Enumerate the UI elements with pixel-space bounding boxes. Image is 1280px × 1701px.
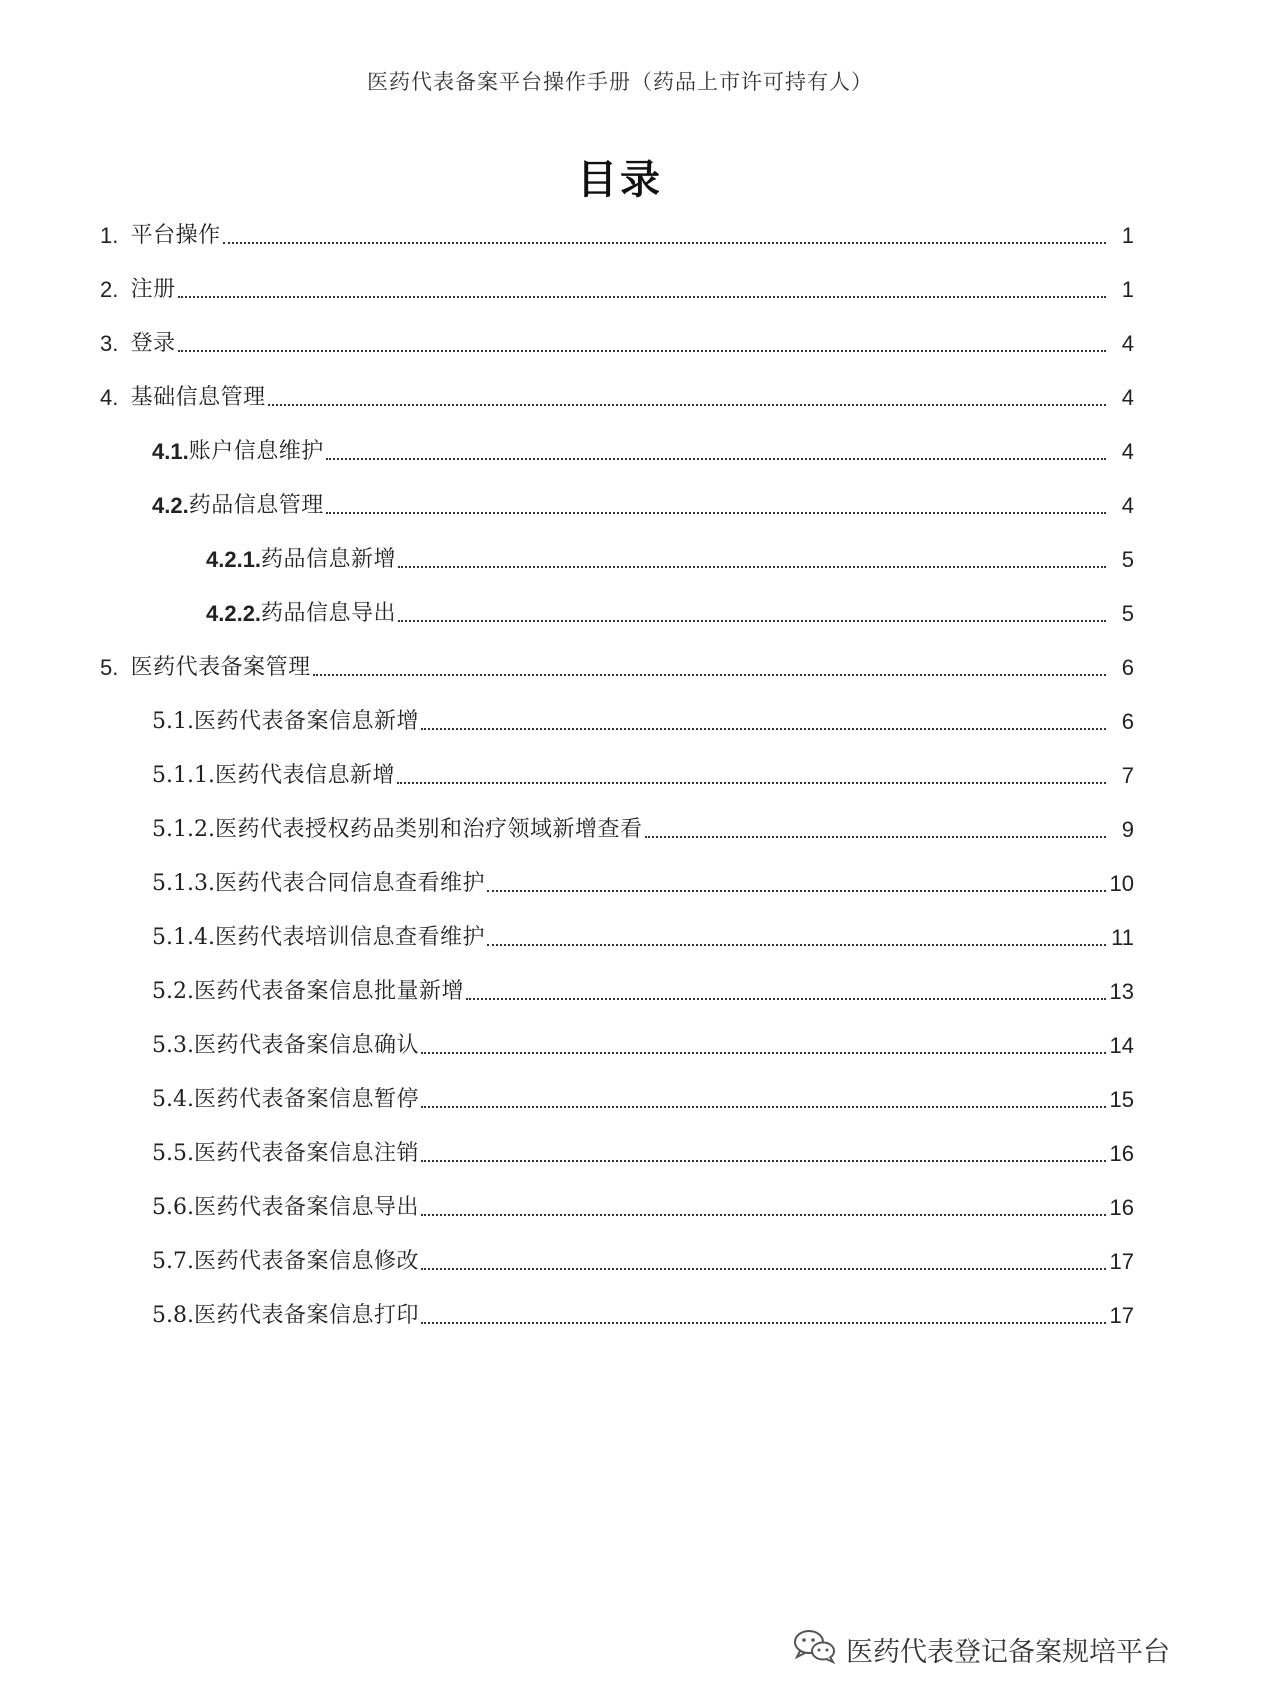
toc-leader [421,1268,1106,1270]
toc-entry[interactable] [152,866,1134,898]
toc-entry[interactable] [152,974,1134,1006]
toc-entry[interactable] [152,1028,1134,1060]
toc-text: 药品信息新增 [261,547,397,572]
toc-entry[interactable] [152,704,1134,736]
toc-page: 1 [1121,223,1134,248]
toc-page: 4 [1121,331,1134,356]
toc-entry[interactable] [152,758,1134,790]
footer-text: 医药代表登记备案规培平台 [846,1637,1170,1668]
toc-leader [487,890,1106,892]
toc-number: 3. [100,331,131,356]
toc-number: 5.3. [152,1033,194,1058]
toc-page: 17 [1109,1249,1134,1274]
toc-text: 医药代表备案信息注销 [193,1141,419,1166]
toc-text: 医药代表合同信息查看维护 [214,871,485,896]
toc-page: 1 [1121,277,1134,302]
toc-entry[interactable] [152,812,1134,844]
toc-entry[interactable] [100,650,1134,682]
toc-leader [268,404,1106,406]
toc-leader [645,836,1107,838]
toc-entry[interactable] [206,596,1134,628]
toc-page: 11 [1111,925,1134,950]
toc-page: 16 [1109,1141,1134,1166]
toc-page: 17 [1109,1303,1134,1328]
toc-number: 5.5. [152,1141,194,1166]
toc-page: 4 [1121,439,1134,464]
toc-text: 平台操作 [130,223,221,248]
toc-entry[interactable] [206,542,1134,574]
toc-entry[interactable] [100,380,1134,412]
toc-number: 5.6. [152,1195,194,1220]
toc-text: 基础信息管理 [130,385,266,410]
document-header: 医药代表备案平台操作手册（药品上市许可持有人） [367,70,873,94]
toc-leader [421,728,1106,730]
toc-text: 医药代表备案信息确认 [193,1033,419,1058]
toc-leader [326,512,1106,514]
toc-page: 5 [1121,547,1134,572]
toc-entry[interactable] [152,1190,1134,1222]
toc-entry[interactable] [152,1298,1134,1330]
toc-text: 医药代表备案信息导出 [193,1195,419,1220]
toc-text: 医药代表授权药品类别和治疗领域新增查看 [214,817,643,842]
footer-watermark [792,1626,1170,1673]
toc-text: 医药代表培训信息查看维护 [214,925,485,950]
toc-number: 5.2. [152,979,194,1004]
toc-text: 医药代表备案信息修改 [193,1249,419,1274]
toc-page: 10 [1109,871,1134,896]
toc-page: 16 [1109,1195,1134,1220]
toc-leader [421,1214,1106,1216]
toc-number: 4.2. [152,493,189,518]
toc-number: 5.8. [152,1303,194,1328]
toc-leader [398,620,1106,622]
toc-text: 登录 [130,331,176,356]
toc-number: 2. [100,277,131,302]
toc-page: 6 [1121,709,1134,734]
toc-leader [178,296,1106,298]
wechat-icon [792,1626,846,1673]
toc-number: 5.1.4. [152,925,215,950]
toc-number: 4.2.2. [206,601,262,626]
toc-leader [313,674,1106,676]
toc-number: 5.7. [152,1249,194,1274]
toc-page: 15 [1109,1087,1134,1112]
toc-text: 医药代表备案信息打印 [193,1303,419,1328]
toc-leader [466,998,1106,1000]
toc-page: 4 [1121,493,1134,518]
toc-text: 医药代表备案信息新增 [193,709,419,734]
toc-text: 医药代表备案管理 [130,655,311,680]
toc-text: 药品信息管理 [188,493,324,518]
toc-number: 4.2.1. [206,547,262,572]
toc-page: 5 [1121,601,1134,626]
toc-leader [421,1160,1106,1162]
toc-page: 13 [1109,979,1134,1004]
toc-entry[interactable] [152,434,1134,466]
toc-leader [326,458,1106,460]
toc-number: 5.1. [152,709,194,734]
toc-page: 6 [1121,655,1134,680]
toc-entry[interactable] [152,920,1134,952]
toc-number: 5.4. [152,1087,194,1112]
toc-number: 5. [100,655,131,680]
page-title: 目录 [577,157,663,203]
toc-leader [398,566,1106,568]
toc-page: 7 [1121,763,1134,788]
toc-leader [178,350,1106,352]
toc-number: 4. [100,385,131,410]
toc-entry[interactable] [152,1136,1134,1168]
toc-entry[interactable] [100,272,1134,304]
toc-entry[interactable] [152,488,1134,520]
toc-leader [487,944,1106,946]
toc-leader [421,1322,1106,1324]
toc-leader [397,782,1106,784]
toc-number: 4.1. [152,439,189,464]
toc-number: 5.1.3. [152,871,215,896]
toc-number: 5.1.2. [152,817,215,842]
toc-text: 注册 [130,277,176,302]
toc-entry[interactable] [100,218,1134,250]
toc-leader [421,1106,1106,1108]
toc-text: 医药代表信息新增 [214,763,395,788]
toc-leader [421,1052,1106,1054]
toc-number: 5.1.1. [152,763,215,788]
toc-page: 9 [1121,817,1134,842]
toc-entry[interactable] [100,326,1134,358]
toc-text: 账户信息维护 [188,439,324,464]
toc-entry[interactable] [152,1082,1134,1114]
toc-page: 4 [1121,385,1134,410]
toc-page: 14 [1109,1033,1134,1058]
toc-entry[interactable] [152,1244,1134,1276]
toc-text: 医药代表备案信息暂停 [193,1087,419,1112]
toc-text: 药品信息导出 [261,601,397,626]
toc-text: 医药代表备案信息批量新增 [193,979,464,1004]
toc-number: 1. [100,223,131,248]
toc-leader [223,242,1106,244]
